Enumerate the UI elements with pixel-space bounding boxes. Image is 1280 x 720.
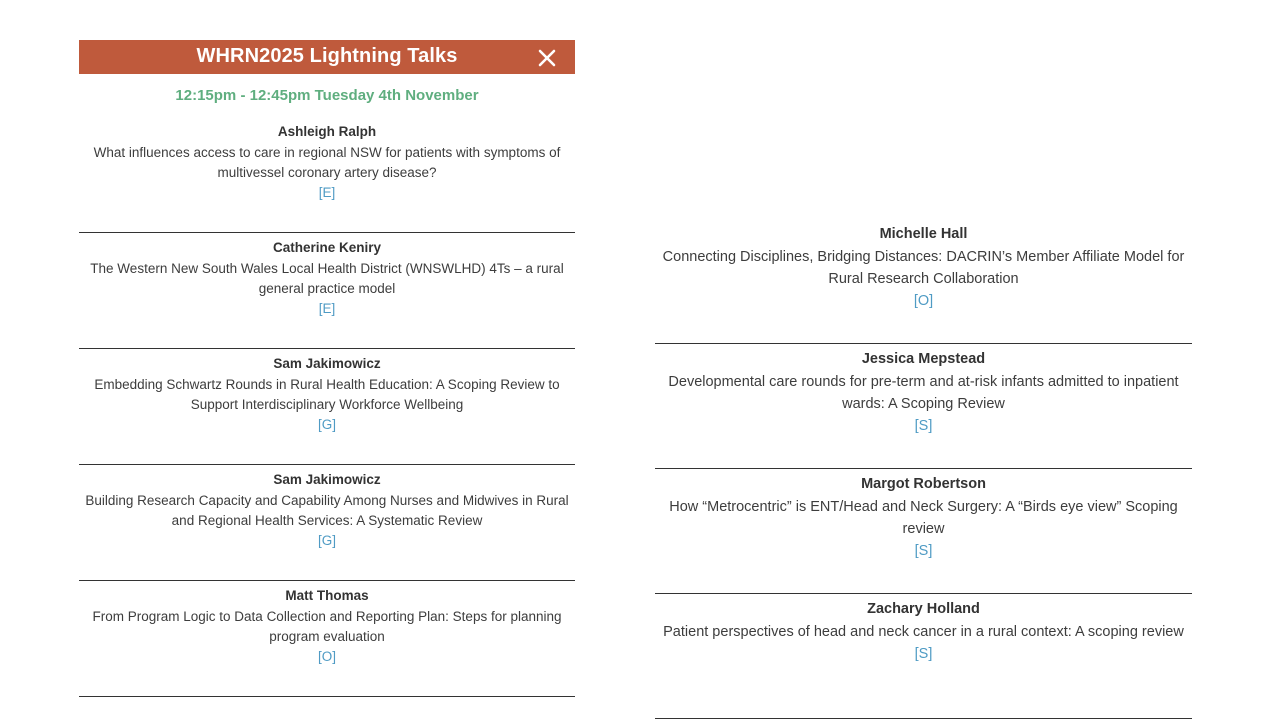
talk-title: From Program Logic to Data Collection and Reporting Plan: Steps for planning program evaluation [92, 609, 562, 645]
session-title: WHRN2025 Lightning Talks [196, 45, 458, 67]
speaker-name: Matt Thomas [285, 588, 369, 603]
talk-item [655, 594, 1192, 719]
speaker-name: Margot Robertson [861, 476, 986, 492]
speaker-name: Catherine Keniry [272, 240, 382, 255]
talk-title: Building Research Capacity and Capability Among Nurses and Midwives in Rural and Regional Health Services: A Systematic Review [85, 493, 569, 529]
talk-item [655, 344, 1192, 469]
speaker-name: Michelle Hall [879, 226, 968, 242]
talk-tag-link[interactable]: [G] [317, 533, 336, 549]
talk-item [655, 219, 1192, 344]
talk-title: Developmental care rounds for pre-term and at-risk infants admitted to inpatient wards: A Scoping Review [668, 374, 1179, 413]
talk-tag-link[interactable]: [G] [317, 417, 336, 433]
speaker-name: Ashleigh Ralph [277, 124, 377, 139]
talk-tag-link[interactable]: [S] [914, 646, 933, 663]
talk-item [79, 581, 575, 697]
talk-tag-link[interactable]: [O] [317, 649, 336, 665]
talk-title: What influences access to care in regional NSW for patients with symptoms of multivessel coronary artery disease? [93, 145, 561, 181]
talk-list-right [655, 219, 1192, 719]
session-header [79, 40, 575, 74]
close-icon [536, 47, 558, 69]
session-time: 12:15pm - 12:45pm Tuesday 4th November [175, 87, 479, 104]
talk-title: How “Metrocentric” is ENT/Head and Neck Surgery: A “Birds eye view” Scoping review [669, 499, 1178, 538]
talk-tag-link[interactable]: [O] [913, 293, 934, 310]
talk-tag-link[interactable]: [S] [914, 418, 933, 435]
talk-title: Connecting Disciplines, Bridging Distances: DACRIN’s Member Affiliate Model for Rural Research Collaboration [662, 249, 1185, 288]
speaker-name: Sam Jakimowicz [273, 356, 381, 371]
talk-tag-link[interactable]: [E] [318, 301, 336, 317]
talk-item [79, 465, 575, 581]
talk-item [79, 233, 575, 349]
talk-title: Patient perspectives of head and neck cancer in a rural context: A scoping review [663, 624, 1184, 641]
talk-title: Embedding Schwartz Rounds in Rural Health Education: A Scoping Review to Support Interdisciplinary Workforce Wellbeing [94, 377, 560, 413]
talk-list-left [79, 117, 575, 697]
speaker-name: Zachary Holland [867, 601, 980, 617]
talk-item [79, 117, 575, 233]
speaker-name: Sam Jakimowicz [273, 472, 381, 487]
speaker-name: Jessica Mepstead [861, 351, 986, 367]
talk-tag-link[interactable]: [S] [914, 543, 933, 560]
talk-tag-link[interactable]: [E] [318, 185, 336, 201]
close-button[interactable] [536, 47, 558, 69]
talk-item [79, 349, 575, 465]
talk-item [655, 469, 1192, 594]
talk-title: The Western New South Wales Local Health District (WNSWLHD) 4Ts – a rural general practice model [90, 261, 564, 297]
